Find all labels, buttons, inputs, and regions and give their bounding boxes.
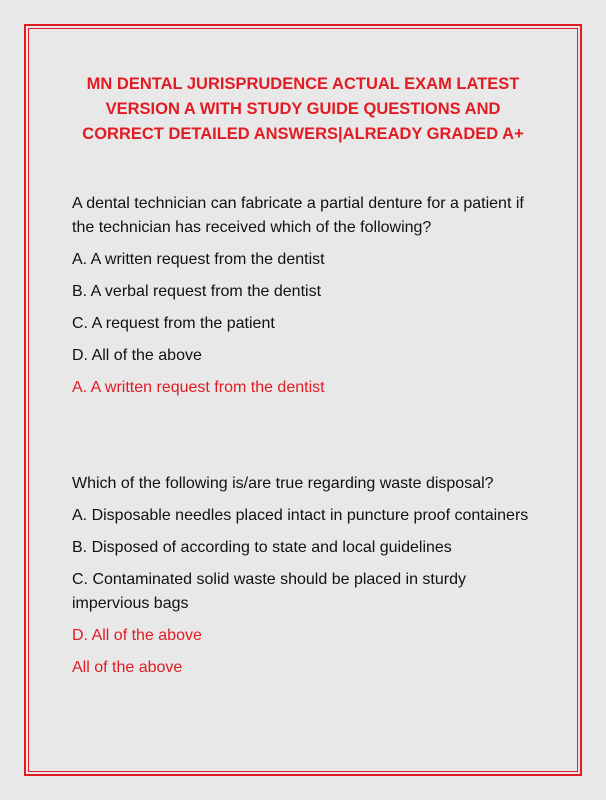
question-2-text: Which of the following is/are true regarding waste disposal? bbox=[72, 475, 494, 492]
question-2-option-a: A. Disposable needles placed intact in puncture proof containers bbox=[72, 507, 529, 524]
question-1-option-c: C. A request from the patient bbox=[72, 315, 275, 332]
question-1-option-b: B. A verbal request from the dentist bbox=[72, 283, 322, 300]
question-1-answer: A. A written request from the dentist bbox=[72, 379, 325, 396]
question-2-option-b: B. Disposed of according to state and local guidelines bbox=[72, 539, 452, 556]
question-2-option-c: C. Contaminated solid waste should be placed in sturdy impervious bags bbox=[72, 571, 466, 612]
question-2-option-d: D. All of the above bbox=[72, 627, 202, 644]
question-1-text: A dental technician can fabricate a partial denture for a patient if the technician has received which of the following? bbox=[72, 195, 524, 236]
question-2-answer: All of the above bbox=[72, 659, 183, 676]
document-title bbox=[72, 72, 534, 147]
title-line-1: MN DENTAL JURISPRUDENCE ACTUAL EXAM LATEST bbox=[86, 75, 520, 93]
question-1-option-a: A. A written request from the dentist bbox=[72, 251, 325, 268]
document-content bbox=[72, 72, 542, 676]
question-1 bbox=[72, 192, 542, 408]
title-line-2: VERSION A WITH STUDY GUIDE QUESTIONS AND bbox=[105, 100, 501, 118]
title-line-3: CORRECT DETAILED ANSWERS|ALREADY GRADED A+ bbox=[82, 125, 524, 143]
question-2 bbox=[72, 472, 542, 688]
question-1-option-d: D. All of the above bbox=[72, 347, 202, 364]
